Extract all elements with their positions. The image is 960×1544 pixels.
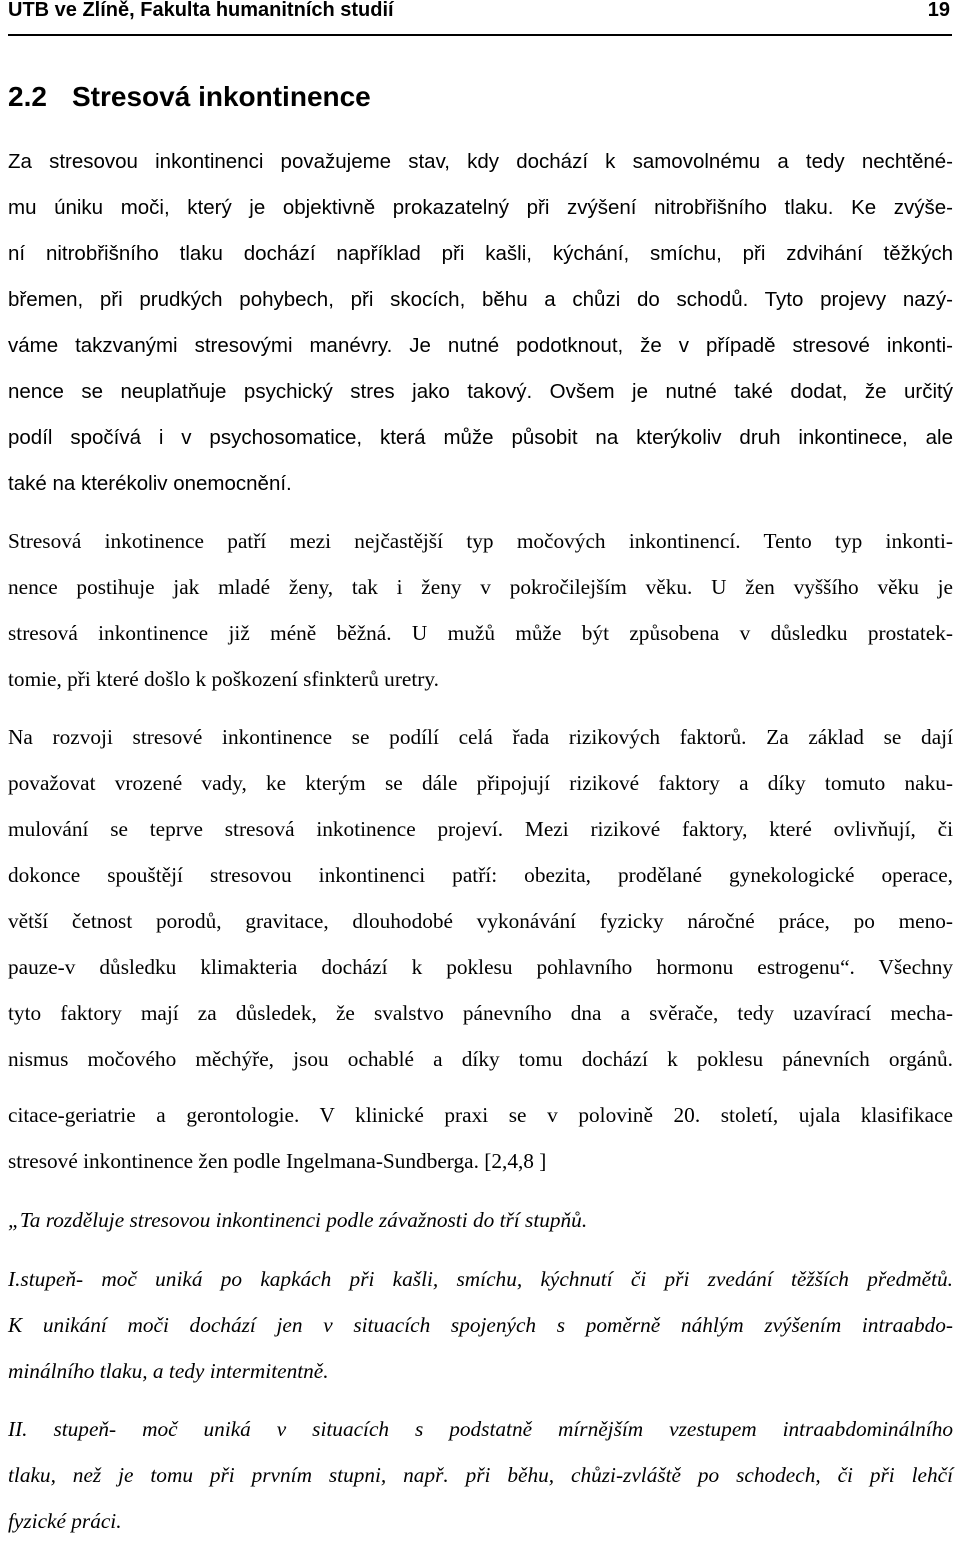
paragraph-line: „Ta rozděluje stresovou inkontinenci podle závažnosti do tří stupňů. [8,1208,588,1232]
paragraph-line: II. stupeň- moč uniká v situacích s podstatně mírnějším vzestupem intraabdominálního [8,1417,953,1441]
quote-intro [8,1197,953,1243]
paragraph-line: stresová inkontinence již méně běžná. U mužů může být způsobena v důsledku prostatek- [8,621,953,645]
section-heading [8,81,371,113]
header-title: UTB ve Zlíně, Fakulta humanitních studií [8,0,394,21]
paragraph-line: citace-geriatrie a gerontologie. V klinické praxi se v polovině 20. století, ujala klasifikace [8,1103,953,1127]
section-title: Stresová inkontinence [72,81,371,112]
quote-grade-1 [8,1256,953,1394]
paragraph-4 [8,1092,953,1184]
paragraph-3 [8,714,953,1082]
paragraph-line: považovat vrozené vady, ke kterým se dále připojují rizikové faktory a díky tomuto naku- [8,771,953,795]
paragraph-line: dokonce spouštějí stresovou inkontinenci patří: obezita, prodělané gynekologické operace, [8,863,953,887]
paragraph-line: váme takzvanými stresovými manévry. Je nutné podotknout, že v případě stresové inkonti- [8,334,953,357]
paragraph-line: fyzické práci. [8,1509,122,1533]
paragraph-line: břemen, při prudkých pohybech, při skocích, běhu a chůzi do schodů. Tyto projevy nazý- [8,288,953,311]
page-number: 19 [927,0,950,21]
paragraph-line: ní nitrobřišního tlaku dochází například při kašli, kýchání, smíchu, při zdvihání těžkých [8,242,953,265]
paragraph-2 [8,518,953,702]
header-divider [8,34,952,36]
paragraph-line: nence postihuje jak mladé ženy, tak i ženy v pokročilejším věku. U žen vyššího věku je [8,575,953,599]
page-header [8,0,952,26]
quote-grade-2 [8,1406,953,1544]
paragraph-line: nence se neuplatňuje psychický stres jako takový. Ovšem je nutné také dodat, že určitý [8,380,953,403]
paragraph-line: tomie, při které došlo k poškození sfinkterů uretry. [8,667,439,691]
section-number: 2.2 [8,81,47,112]
paragraph-line: Na rozvoji stresové inkontinence se podílí celá řada rizikových faktorů. Za základ se dají [8,725,953,749]
paragraph-line: I.stupeň- moč uniká po kapkách při kašli, smíchu, kýchnutí či při zvedání těžších předmětů. [8,1267,953,1291]
paragraph-line: podíl spočívá i v psychosomatice, která může působit na kterýkoliv druh inkontinece, ale [8,426,953,449]
paragraph-line: Stresová inkotinence patří mezi nejčastější typ močových inkontinencí. Tento typ inkonti- [8,529,953,553]
paragraph-line: také na kterékoliv onemocnění. [8,472,292,495]
paragraph-line: mu úniku moči, který je objektivně prokazatelný při zvýšení nitrobřišního tlaku. Ke zvýše- [8,196,953,219]
paragraph-1 [8,139,953,507]
paragraph-line: stresové inkontinence žen podle Ingelmana-Sundberga. [2,4,8 ] [8,1149,547,1173]
paragraph-line: Za stresovou inkontinenci považujeme stav, kdy dochází k samovolnému a tedy nechtěné- [8,150,953,173]
paragraph-line: nismus močového měchýře, jsou ochablé a díky tomu dochází k poklesu pánevních orgánů. [8,1047,953,1071]
paragraph-line: mulování se teprve stresová inkotinence projeví. Mezi rizikové faktory, které ovlivňují, či [8,817,953,841]
paragraph-line: pauze-v důsledku klimakteria dochází k poklesu pohlavního hormonu estrogenu“. Všechny [8,955,953,979]
paragraph-line: minálního tlaku, a tedy intermitentně. [8,1359,329,1383]
paragraph-line: tlaku, než je tomu při prvním stupni, např. při běhu, chůzi-zvláště po schodech, či při lehčí [8,1463,953,1487]
paragraph-line: větší četnost porodů, gravitace, dlouhodobé vykonávání fyzicky náročné práce, po meno- [8,909,953,933]
paragraph-line: K unikání moči dochází jen v situacích spojených s poměrně náhlým zvýšením intraabdo- [8,1313,953,1337]
paragraph-line: tyto faktory mají za důsledek, že svalstvo pánevního dna a svěrače, tedy uzavírací mecha- [8,1001,953,1025]
